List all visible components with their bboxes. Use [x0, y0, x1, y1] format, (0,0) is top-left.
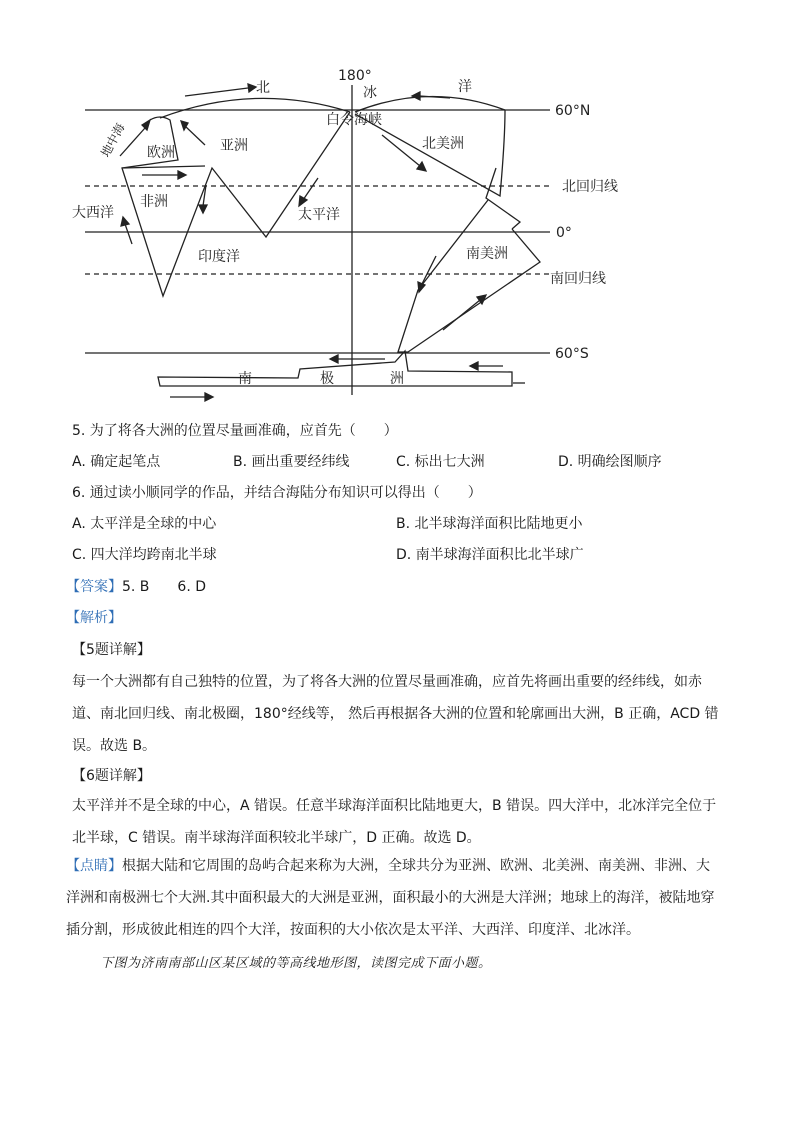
arrow-pacific-down-head	[299, 196, 307, 206]
label-antarctica-2: 极	[320, 371, 334, 387]
label-africa: 非洲	[140, 194, 168, 210]
label-antarctica-3: 洲	[390, 371, 404, 387]
arrow-africa-down-head	[199, 205, 207, 213]
q6-stem: 6. 通过读小顺同学的作品，并结合海陆分布知识可以得出（ ）	[72, 485, 482, 501]
arctic-arc-left	[160, 98, 350, 118]
continent-sketch-figure	[0, 0, 794, 410]
arrow-sa-up-head	[477, 295, 486, 304]
label-60n: 60°N	[555, 103, 591, 119]
label-ice: 冰	[363, 85, 377, 101]
arrow-north-right-head	[248, 84, 256, 92]
next-section-intro: 下图为济南南部山区某区域的等高线地形图，读图完成下面小题。	[100, 956, 492, 971]
detail6-body: 太平洋并不是全球的中心，A 错误。任意半球海洋面积比陆地更大，B 错误。四大洋中，北冰洋完全位于北半球，C 错误。南半球海洋面积较北半球广，D 正确。故选 D。	[72, 798, 717, 846]
q6-option-a: A. 太平洋是全球的中心	[72, 516, 217, 532]
label-tropic-north: 北回归线	[562, 179, 618, 195]
label-indian-ocean: 印度洋	[198, 249, 240, 265]
q6-option-b: B. 北半球海洋面积比陆地更小	[396, 516, 583, 532]
q5-option-d: D. 明确绘图顺序	[558, 454, 662, 470]
answer-line	[66, 577, 206, 597]
detail6-title: 【6题详解】	[72, 768, 151, 784]
q5-option-a: A. 确定起笔点	[72, 454, 161, 470]
q5-option-c: C. 标出七大洲	[396, 454, 485, 470]
label-europe: 欧洲	[147, 145, 175, 161]
label-mediterranean-vertical: 地中海	[98, 121, 128, 160]
label-180: 180°	[338, 68, 372, 84]
tip-paragraph	[66, 850, 716, 946]
label-antarctica-1: 南	[238, 371, 252, 387]
label-atlantic: 大西洋	[72, 205, 114, 221]
arrow-sa-down-head	[418, 282, 425, 292]
arrow-atlantic-up	[125, 224, 132, 244]
arrow-pacific-down	[303, 178, 318, 200]
arrow-asia-diag	[185, 126, 205, 145]
north-america-edge	[486, 168, 520, 229]
label-pacific: 太平洋	[298, 207, 340, 223]
arrow-antarctica-bottom-head	[205, 393, 213, 401]
label-north: 北	[256, 80, 270, 96]
label-asia: 亚洲	[220, 138, 248, 154]
q5-option-b: B. 画出重要经纬线	[233, 454, 350, 470]
label-north-america: 北美洲	[422, 136, 464, 152]
q5-stem: 5. 为了将各大洲的位置尽量画准确，应首先（ ）	[72, 423, 398, 439]
label-60s: 60°S	[555, 346, 589, 362]
tip-body: 根据大陆和它周围的岛屿合起来称为大洲，全球共分为亚洲、欧洲、北美洲、南美洲、非洲、大洋洲和南极洲七个大洲.其中面积最大的大洲是亚洲，面积最小的大洲是大洋洲；地球上的海洋，被陆地穿插分割，形成彼此相连的四个大洋，按面积的大小依次是太平洋、大西洋、印度洋、北冰洋。	[66, 858, 715, 938]
arrow-arctic-left-head	[412, 92, 420, 100]
q6-option-c: C. 四大洋均跨南北半球	[72, 547, 217, 563]
q6-option-d: D. 南半球海洋面积比北半球广	[396, 547, 584, 563]
label-bering-strait: 白令海峡	[326, 112, 382, 128]
label-ocean: 洋	[458, 79, 472, 95]
answer-text: 5. B 6. D	[122, 579, 206, 595]
label-tropic-south: 南回归线	[550, 271, 606, 287]
label-equator: 0°	[556, 225, 572, 241]
arrow-sa-up	[443, 300, 480, 330]
arrow-north-right	[185, 88, 248, 96]
arrow-europe-up-head	[142, 120, 150, 130]
arrow-na-down-head	[417, 162, 426, 171]
tip-label: 【点睛】	[66, 858, 122, 874]
analysis-label: 【解析】	[66, 610, 122, 626]
answer-label: 【答案】	[66, 579, 122, 595]
detail5-title: 【5题详解】	[72, 642, 151, 658]
arrow-antarctica-right-top-head	[470, 362, 478, 370]
label-south-america: 南美洲	[466, 246, 508, 262]
arrow-atlantic-up-head	[121, 217, 129, 226]
arrow-africa-right-head	[178, 171, 186, 179]
detail5-body: 每一个大洲都有自己独特的位置，为了将各大洲的位置尽量画准确，应首先将画出重要的经纬线，如赤道、南北回归线、南北极圈，180°经线等， 然后再根据各大洲的位置和轮廓画出大洲，B 正确，ACD 错误。故选 B。	[72, 674, 719, 754]
arrow-antarctica-left-head	[330, 355, 338, 363]
